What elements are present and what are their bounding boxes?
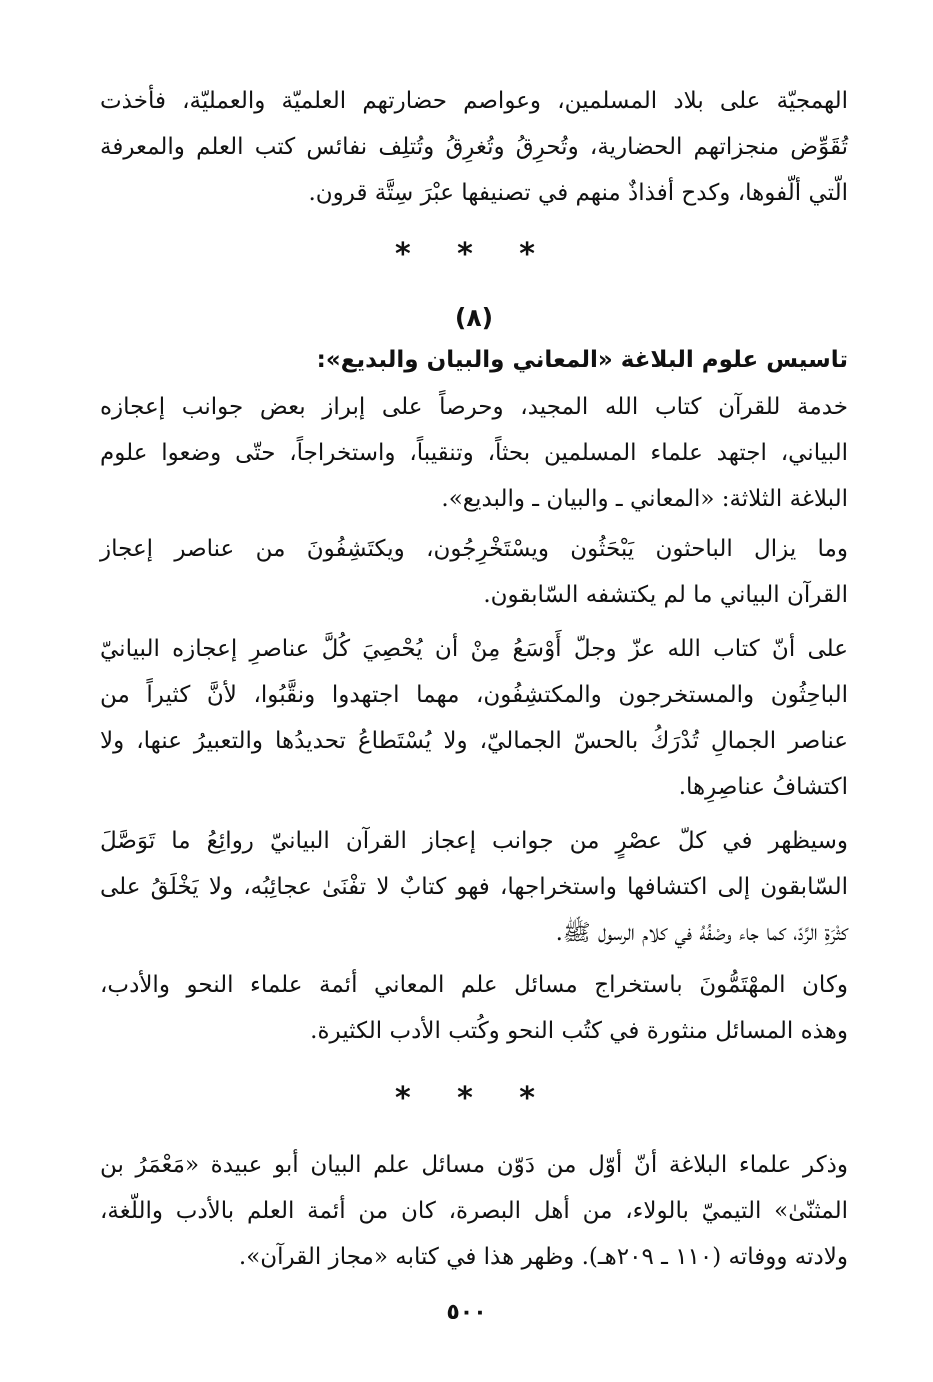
- text-line: القرآن البياني ما لم يكتشفه السّابقون.: [483, 582, 848, 608]
- text-line: البياني، اجتهد علماء المسلمين بحثاً، وتنقيباً، واستخراجاً، حتّى وضعوا علوم: [100, 440, 848, 466]
- text-line: المثنّىٰ» التيميّ بالولاء، من أهل البصرة، كان من أئمة العلم بالأدب واللّغة،: [100, 1198, 848, 1224]
- paragraph: [100, 1142, 848, 1280]
- text-line: على أنّ كتاب الله عزّ وجلّ أَوْسَعُ مِنْ أن يُحْصِيَ كُلَّ عناصرِ إعجازه البيانيّ: [100, 636, 848, 662]
- text-line: عناصر الجمالِ تُدْرَكُ بالحسّ الجماليّ، ولا يُسْتَطاعُ تحديدُها والتعبيرُ عنها، ولا: [100, 728, 848, 754]
- text-line: تُقَوِّض منجزاتهم الحضارية، وتُحرِقُ وتُغرِقُ وتُتلِف نفائس كتب العلم والمعرفة: [100, 134, 848, 160]
- page-number: ٥٠٠: [446, 1300, 487, 1325]
- text-line: وما يزال الباحثون يَبْحَثُون ويسْتَخْرِجُون، ويكتَشِفُونَ من عناصر إعجاز: [100, 536, 848, 562]
- section-heading: تاسيس علوم البلاغة «المعاني والبيان والبديع»:: [316, 347, 848, 373]
- text-line: وذكر علماء البلاغة أنّ أوّل من دَوّن مسائل علم البيان أبو عبيدة «مَعْمَرُ بن: [100, 1152, 848, 1178]
- paragraph: [100, 384, 848, 522]
- text-line: السّابقون إلى اكتشافها واستخراجها، فهو كتابٌ لا تفْنَىٰ عجائِبُه، ولا يَخْلَقُ على: [100, 874, 848, 900]
- text-line: كثْرَةِ الرَّدّ، كما جاء وصْفُهُ في كلام الرسول ﷺ.: [555, 920, 848, 946]
- paragraph: [100, 526, 848, 618]
- paragraph: [100, 818, 848, 956]
- text-line: الّتي ألّفوها، وكدح أفذاذٌ منهم في تصنيفها عبْرَ سِتَّة قرون.: [308, 180, 848, 206]
- text-line: الهمجيّة على بلاد المسلمين، وعواصم حضارتهم العلميّة والعمليّة، فأخذت: [100, 88, 848, 114]
- opening-paragraph: [100, 78, 848, 216]
- text-line: وكان المهْتَمُّونَ باستخراج مسائل علم المعاني أئمة علماء النحو والأدب،: [100, 972, 848, 998]
- text-line: اكتشافُ عناصِرِها.: [678, 774, 848, 800]
- section-number: (٨): [454, 303, 494, 332]
- paragraph: [100, 626, 848, 810]
- text-line: البلاغة الثلاثة: «المعاني ـ والبيان ـ والبديع».: [441, 486, 848, 512]
- section-separator: * * *: [395, 1081, 553, 1116]
- text-line: خدمة للقرآن كتاب الله المجيد، وحرصاً على إبراز بعض جوانب إعجازه: [100, 394, 848, 420]
- page-body: [100, 78, 848, 1280]
- text-line: وهذه المسائل منثورة في كتُب النحو وكُتب الأدب الكثيرة.: [310, 1018, 848, 1044]
- text-line: الباحِثُون والمستخرجون والمكتشِفُون، مهما اجتهدوا ونقَّبُوا، لأنَّ كثيراً من: [100, 682, 848, 708]
- paragraph: [100, 962, 848, 1054]
- text-line: وسيظهر في كلّ عصْرٍ من جوانب إعجاز القرآن البيانيّ روائِعُ ما تَوَصَّلَ: [100, 828, 848, 854]
- section-separator: * * *: [395, 237, 553, 272]
- text-line: ولادته ووفاته (١١٠ ـ ٢٠٩هـ). وظهر هذا في كتابه «مجاز القرآن».: [238, 1244, 848, 1270]
